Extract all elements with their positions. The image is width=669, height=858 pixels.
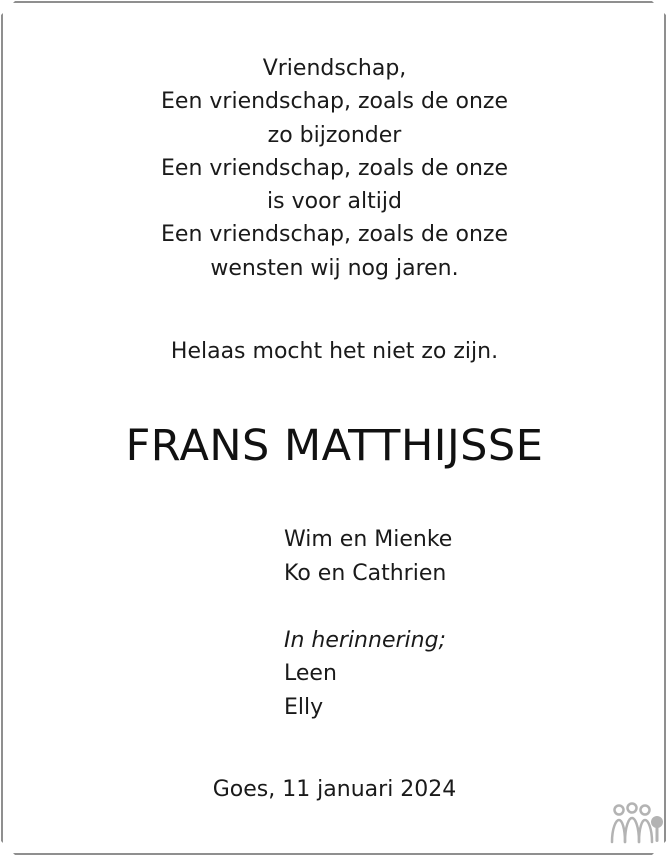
memory-label: In herinnering; bbox=[284, 627, 446, 653]
signer-name: Ko en Cathrien bbox=[284, 560, 447, 586]
signer-name: Wim en Mienke bbox=[284, 527, 453, 552]
memory-name: Leen bbox=[284, 661, 337, 686]
poem-line: zo bijzonder bbox=[267, 122, 402, 148]
poem-line: wensten wij nog jaren. bbox=[210, 255, 459, 281]
closing-line: Helaas mocht het niet zo zijn. bbox=[170, 339, 499, 364]
poem-line: Een vriendschap, zoals de onze bbox=[161, 222, 508, 248]
place-date: Goes, 11 januari 2024 bbox=[212, 777, 457, 802]
memory-name: Elly bbox=[284, 694, 324, 720]
spacer bbox=[284, 590, 452, 624]
deceased-name: FRANS MATTHIJSSE bbox=[125, 421, 544, 471]
poem bbox=[0, 52, 669, 285]
family-tree-logo-icon bbox=[608, 802, 666, 846]
poem-line: Een vriendschap, zoals de onze bbox=[161, 155, 508, 181]
poem-line: Een vriendschap, zoals de onze bbox=[161, 89, 508, 115]
poem-line: Vriendschap, bbox=[262, 56, 407, 81]
poem-line: is voor altijd bbox=[267, 189, 402, 215]
signers-block bbox=[284, 523, 452, 724]
